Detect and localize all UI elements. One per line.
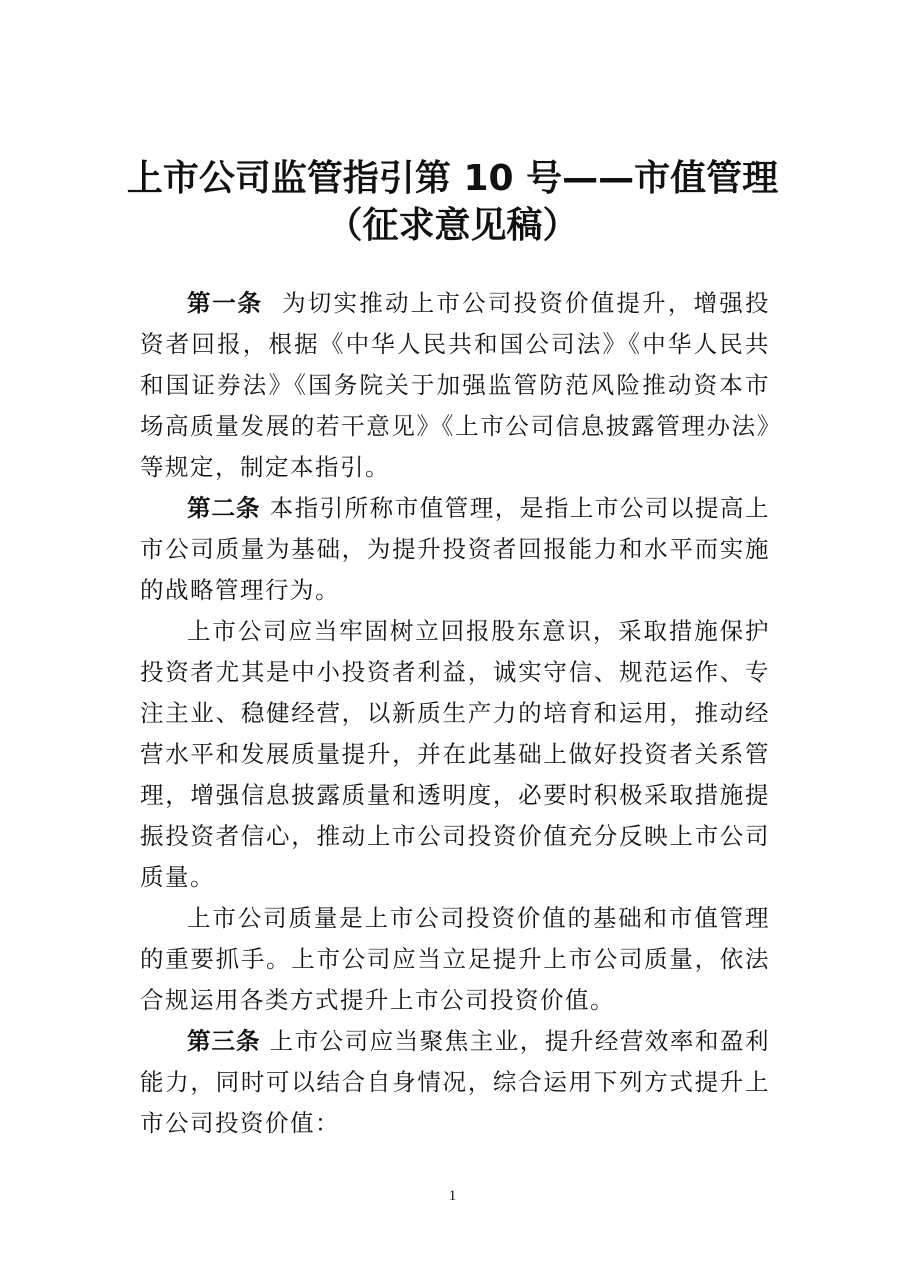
article-1-label: 第一条 — [187, 289, 263, 317]
article-2-text-3: 上市公司质量是上市公司投资价值的基础和市值管理的重要抓手。上市公司应当立足提升上市公司质量，依法合规运用各类方式提升上市公司投资价值。 — [140, 904, 770, 1014]
article-2-text: 本指引所称市值管理，是指上市公司以提高上市公司质量为基础，为提升投资者回报能力和水平而实施的战略管理行为。 — [140, 494, 771, 604]
document-subtitle: （征求意见稿） — [326, 205, 579, 246]
article-2-paragraph-3 — [140, 898, 770, 1021]
article-2-label: 第二条 — [187, 494, 261, 522]
article-2-paragraph-2 — [140, 611, 770, 898]
article-3-label: 第三条 — [187, 1027, 261, 1055]
article-3-text: 上市公司应当聚焦主业，提升经营效率和盈利能力，同时可以结合自身情况，综合运用下列方式提升上市公司投资价值： — [140, 1027, 771, 1137]
document-body — [140, 283, 770, 1144]
article-3-paragraph — [140, 1021, 770, 1144]
article-2-paragraph — [140, 488, 770, 611]
document-title: 上市公司监管指引第 10 号——市值管理 — [126, 158, 779, 199]
article-2-text-2: 上市公司应当牢固树立回报股东意识，采取措施保护投资者尤其是中小投资者利益，诚实守信、规范运作、专注主业、稳健经营，以新质生产力的培育和运用，推动经营水平和发展质量提升，并在此基础上做好投资者关系管理，增强信息披露质量和透明度，必要时积极采取措施提振投资者信心，推动上市公司投资价值充分反映上市公司质量。 — [140, 617, 770, 891]
article-1-paragraph — [140, 283, 770, 488]
page-number: 1 — [448, 1188, 457, 1204]
article-1-text: 为切实推动上市公司投资价值提升，增强投资者回报，根据《中华人民共和国公司法》《中华人民共和国证券法》《国务院关于加强监管防范风险推动资本市场高质量发展的若干意见》《上市公司信息披露管理办法》等规定，制定本指引。 — [140, 289, 771, 481]
